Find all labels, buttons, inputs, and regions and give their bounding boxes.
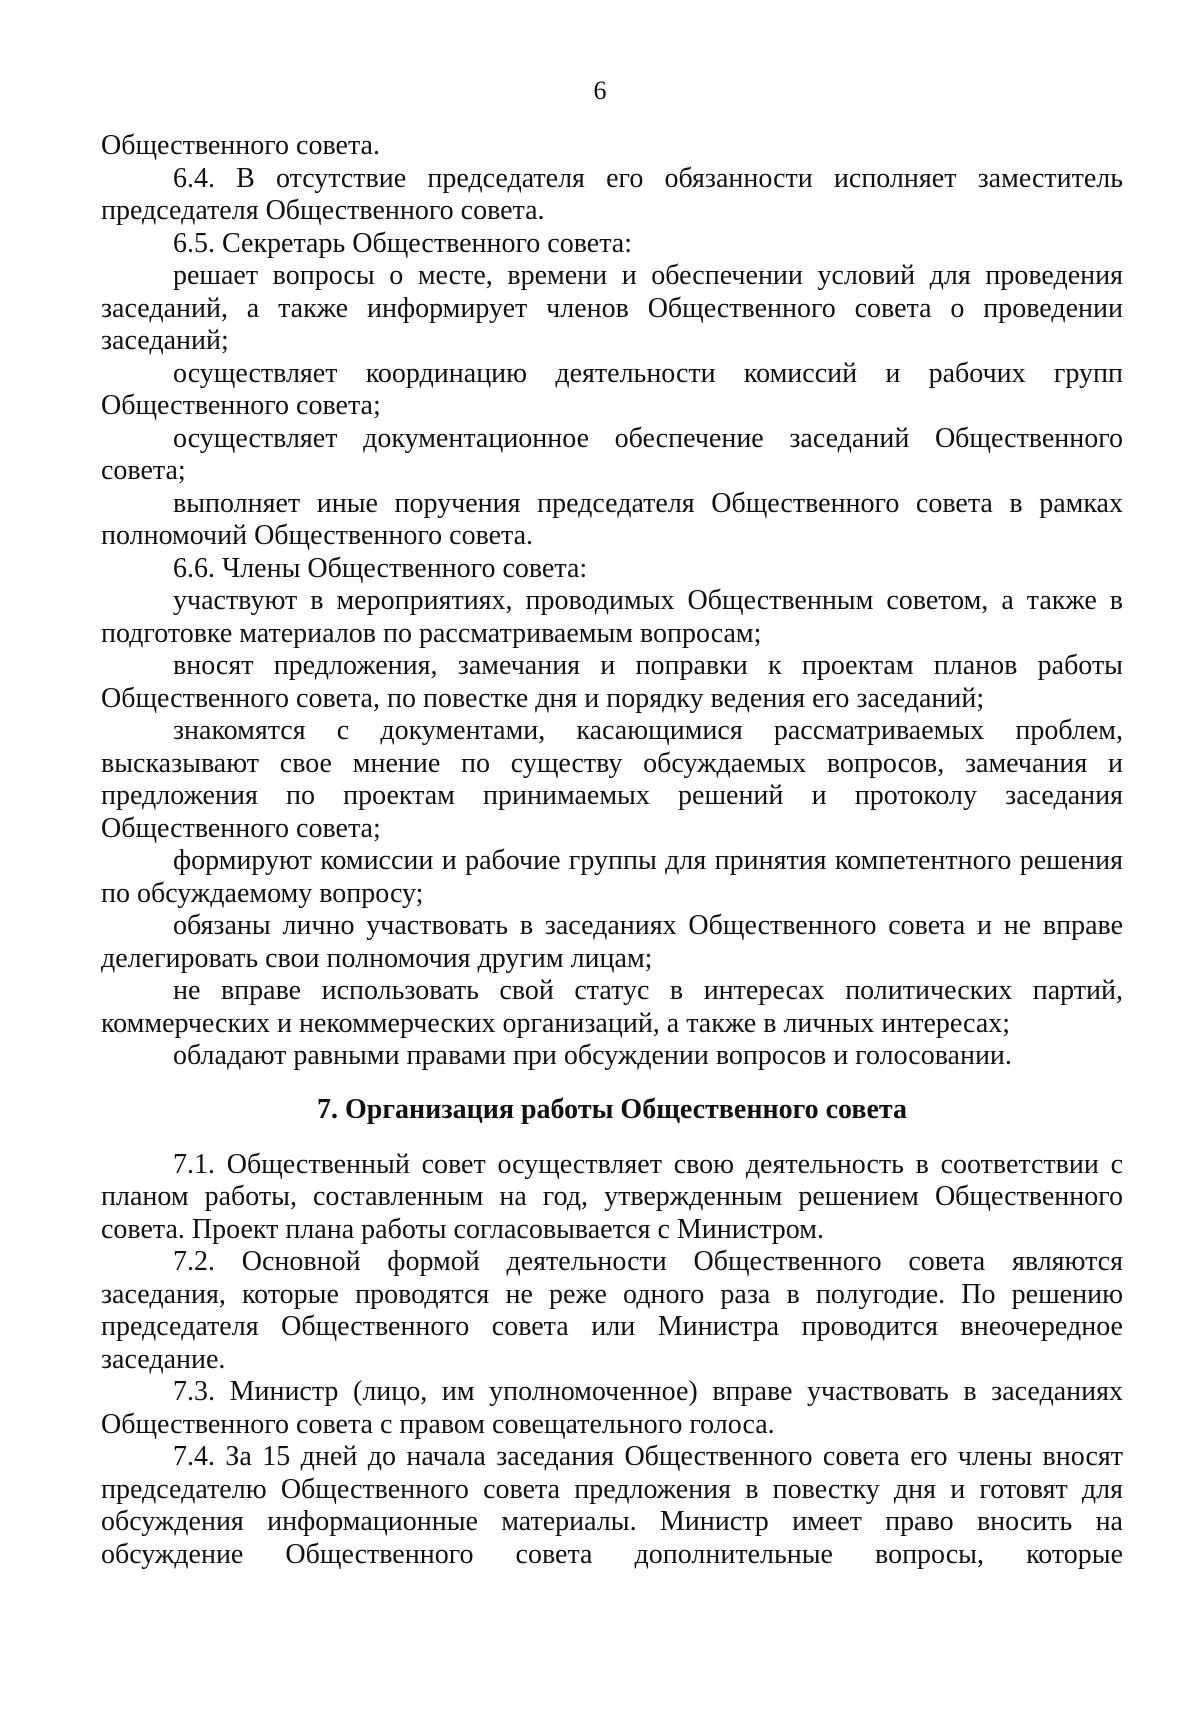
list-item-secretary-coordination: осуществляет координацию деятельности комиссий и рабочих групп Общественного совета; [101, 357, 1123, 421]
paragraph-7-4: 7.4. За 15 дней до начала заседания Общественного совета его члены вносят председателю Общественного совета предложения в повестку дня и готовят для обсуждения информационные материалы. Министр имеет право вносить на обсуждение Общественного совета дополнительные вопросы, которые [101, 1441, 1123, 1570]
list-item-members-equal-rights: обладают равными правами при обсуждении вопросов и голосовании. [173, 1040, 1012, 1071]
list-item-secretary-meetings: решает вопросы о месте, времени и обеспечении условий для проведения заседаний, а также информирует членов Общественного совета о проведении заседаний; [101, 260, 1123, 356]
section-title: 7. Организация работы Общественного совета [316, 1093, 908, 1125]
paragraph-continuation: Общественного совета. [101, 130, 380, 161]
list-item-members-participate: участвуют в мероприятиях, проводимых Общественным советом, а также в подготовке материалов по рассматриваемым вопросам; [101, 585, 1123, 649]
list-item-members-commissions: формируют комиссии и рабочие группы для принятия компетентного решения по обсуждаемому вопросу; [101, 845, 1123, 909]
paragraph-7-1: 7.1. Общественный совет осуществляет свою деятельность в соответствии с планом работы, составленным на год, утвержденным решением Общественного совета. Проект плана работы согласовывается с Министром. [101, 1148, 1123, 1245]
list-item-secretary-documentation: осуществляет документационное обеспечение заседаний Общественного совета; [101, 422, 1123, 486]
document-body [101, 130, 1123, 1571]
list-item-secretary-other: выполняет иные поручения председателя Общественного совета в рамках полномочий Общественного совета. [101, 487, 1123, 551]
list-item-members-status: не вправе использовать свой статус в интересах политических партий, коммерческих и некоммерческих организаций, а также в личных интересах; [101, 975, 1123, 1039]
page-number: 6 [593, 76, 607, 105]
paragraph-6-6: 6.6. Члены Общественного совета: [173, 552, 588, 584]
paragraph-6-5: 6.5. Секретарь Общественного совета: [173, 227, 633, 259]
paragraph-7-3: 7.3. Министр (лицо, им уполномоченное) вправе участвовать в заседаниях Общественного совета с правом совещательного голоса. [101, 1376, 1123, 1440]
paragraph-7-2: 7.2. Основной формой деятельности Общественного совета являются заседания, которые проводятся не реже одного раза в полугодие. По решению председателя Общественного совета или Министра проводится внеочередное заседание. [101, 1246, 1123, 1375]
list-item-members-proposals: вносят предложения, замечания и поправки к проектам планов работы Общественного совета, по повестке дня и порядку ведения его заседаний; [101, 650, 1123, 714]
list-item-members-documents: знакомятся с документами, касающимися рассматриваемых проблем, высказывают свое мнение по существу обсуждаемых вопросов, замечания и предложения по проектам принимаемых решений и протоколу заседания Общественного совета; [101, 715, 1123, 844]
list-item-members-personal: обязаны лично участвовать в заседаниях Общественного совета и не вправе делегировать свои полномочия другим лицам; [101, 910, 1123, 974]
paragraph-6-4: 6.4. В отсутствие председателя его обязанности исполняет заместитель председателя Общественного совета. [101, 162, 1123, 226]
